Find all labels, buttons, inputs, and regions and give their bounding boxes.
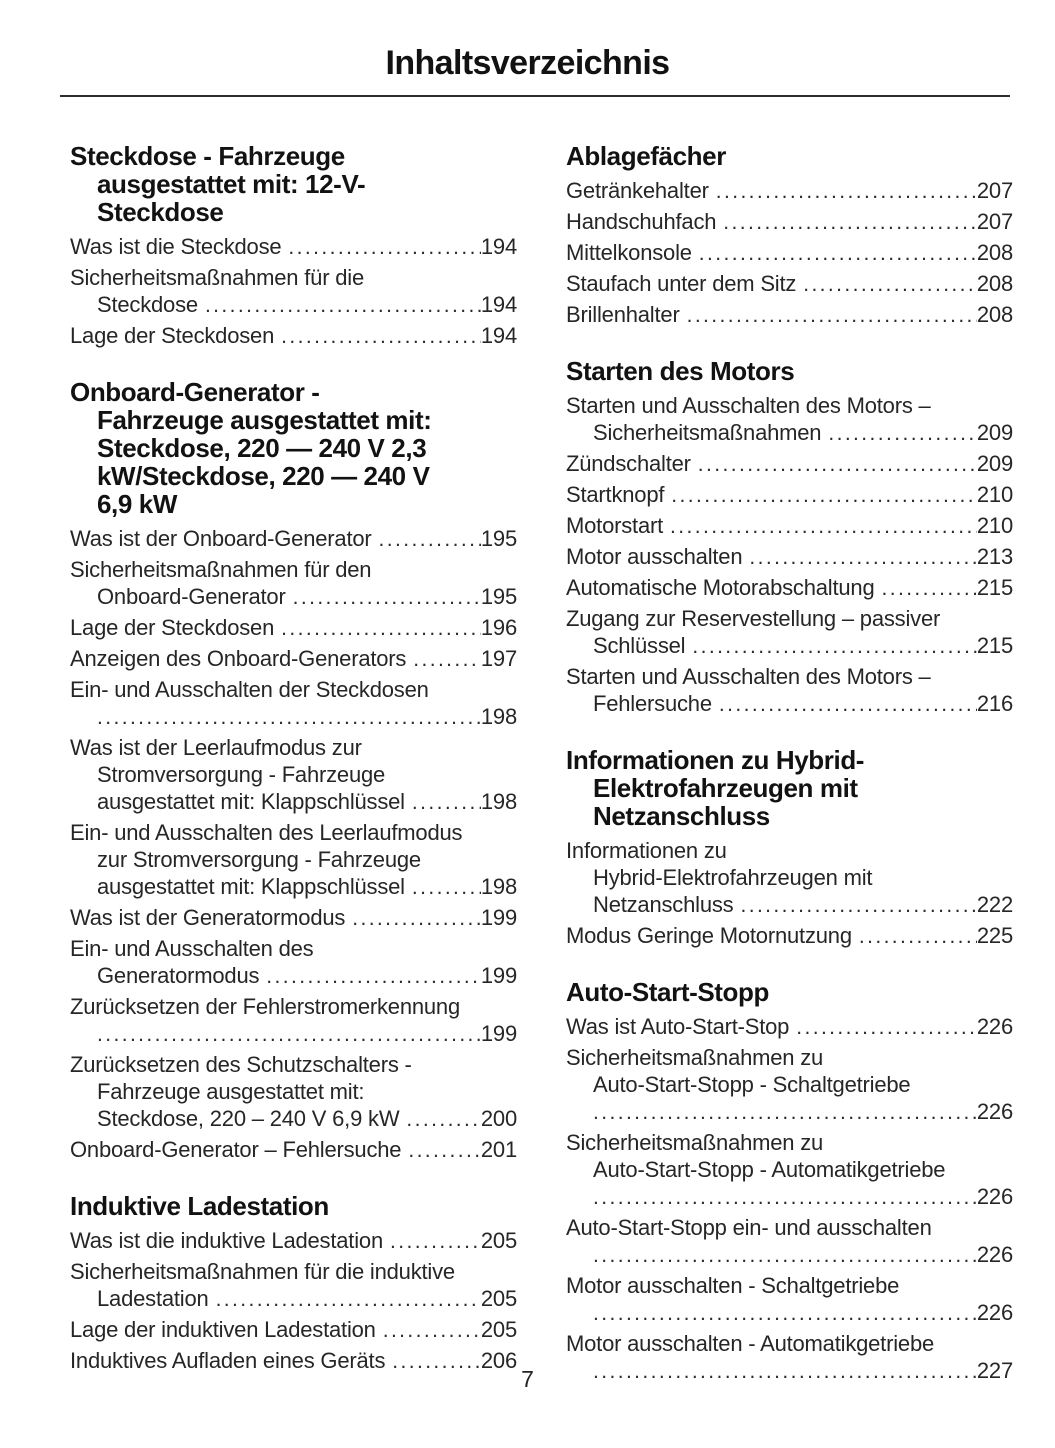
entry-text: Was ist die induktive Ladestation	[70, 1228, 383, 1253]
entry-text: Was ist der Onboard-Generator	[70, 526, 372, 551]
heading-line: Netzanschluss	[593, 801, 770, 831]
dot-leader	[698, 450, 977, 478]
dot-leader	[205, 291, 481, 319]
entry-page-number: 210	[976, 482, 1013, 507]
entry-line	[70, 962, 517, 990]
entry-text: Sicherheitsmaßnahmen	[593, 420, 822, 445]
entry-line: Starten und Ausschalten des Motors –	[566, 393, 931, 418]
entry-line	[70, 873, 517, 901]
entry-page-number: 213	[976, 544, 1013, 569]
entry-page-number: 226	[976, 1300, 1013, 1325]
entry-line	[566, 1183, 1013, 1211]
entry-text: Fehlersuche	[593, 691, 712, 716]
entry-page-number: 226	[976, 1099, 1013, 1124]
entry-text: Mittelkonsole	[566, 240, 692, 265]
toc-entry	[566, 270, 1013, 298]
dot-leader	[593, 1299, 977, 1327]
entry-line	[70, 1136, 517, 1164]
heading-line: Steckdose	[97, 197, 224, 227]
dot-leader	[593, 1098, 977, 1126]
entry-page-number: 222	[976, 892, 1013, 917]
toc-entry	[70, 904, 517, 932]
toc-entry	[70, 525, 517, 553]
heading-line: Ablagefächer	[566, 141, 726, 171]
entry-line: Ein- und Ausschalten des Leerlaufmodus	[70, 820, 463, 845]
heading-line: ausgestattet mit: 12-V-	[97, 169, 366, 199]
heading-line: Induktive Ladestation	[70, 1191, 329, 1221]
entry-text: Lage der induktiven Ladestation	[70, 1317, 376, 1342]
entry-text: Startknopf	[566, 482, 665, 507]
entry-line	[70, 788, 517, 816]
dot-leader	[803, 270, 977, 298]
entry-line: Stromversorgung - Fahrzeuge	[97, 762, 386, 787]
section-heading	[70, 1192, 517, 1220]
entry-text: Steckdose, 220 – 240 V 6,9 kW	[97, 1106, 400, 1131]
dot-leader	[670, 512, 977, 540]
entry-text: Automatische Motorabschaltung	[566, 575, 875, 600]
entry-line	[566, 1241, 1013, 1269]
entry-page-number: 226	[976, 1014, 1013, 1039]
entry-text: Modus Geringe Motornutzung	[566, 923, 852, 948]
toc-entry	[70, 1316, 517, 1344]
dot-leader	[216, 1285, 481, 1313]
toc-entry	[566, 1129, 1013, 1211]
toc-entry	[566, 1272, 1013, 1327]
toc-entry	[566, 922, 1013, 950]
toc-entry	[70, 993, 517, 1048]
dot-leader	[352, 904, 481, 932]
heading-line: Starten des Motors	[566, 356, 795, 386]
dot-leader	[97, 1020, 481, 1048]
entry-text: Was ist die Steckdose	[70, 234, 282, 259]
entry-text: Lage der Steckdosen	[70, 615, 275, 640]
entry-line	[566, 1013, 1013, 1041]
entry-line: Motor ausschalten - Schaltgetriebe	[566, 1273, 900, 1298]
entry-text: Onboard-Generator	[97, 584, 286, 609]
entry-text: Zündschalter	[566, 451, 691, 476]
entry-page-number: 227	[976, 1358, 1013, 1383]
entry-line	[566, 690, 1013, 718]
toc-entry	[70, 556, 517, 611]
entry-line	[70, 525, 517, 553]
section-heading	[566, 746, 1013, 830]
entry-line	[70, 1285, 517, 1313]
entry-page-number: 209	[976, 451, 1013, 476]
entry-line: Starten und Ausschalten des Motors –	[566, 664, 931, 689]
dot-leader	[281, 614, 481, 642]
entry-page-number: 225	[976, 923, 1013, 948]
entry-page-number: 197	[480, 646, 517, 671]
toc-entry	[566, 1044, 1013, 1126]
entry-line	[70, 233, 517, 261]
toc-entry	[566, 1214, 1013, 1269]
toc-entry	[566, 837, 1013, 919]
dot-leader	[97, 703, 481, 731]
dot-leader	[828, 419, 977, 447]
entry-page-number: 215	[976, 633, 1013, 658]
entry-text: Onboard-Generator – Fehlersuche	[70, 1137, 402, 1162]
dot-leader	[413, 645, 481, 673]
entry-page-number: 206	[480, 1348, 517, 1373]
entry-line: Ein- und Ausschalten des	[70, 936, 314, 961]
entry-text: Brillenhalter	[566, 302, 680, 327]
title-divider	[60, 95, 1010, 97]
dot-leader	[412, 788, 481, 816]
entry-text: Motor ausschalten	[566, 544, 743, 569]
entry-text: Anzeigen des Onboard-Generators	[70, 646, 407, 671]
entry-line	[566, 239, 1013, 267]
entry-text: Induktives Aufladen eines Geräts	[70, 1348, 386, 1373]
toc-entry	[70, 935, 517, 990]
heading-line: Steckdose, 220 — 240 V 2,3	[97, 433, 427, 463]
dot-leader	[593, 1183, 977, 1211]
dot-leader	[408, 1136, 481, 1164]
entry-page-number: 216	[976, 691, 1013, 716]
toc-entry	[566, 450, 1013, 478]
entry-line	[566, 574, 1013, 602]
toc-entry	[70, 614, 517, 642]
entry-line: Zurücksetzen der Fehlerstromerkennung	[70, 994, 461, 1019]
dot-leader	[593, 1241, 977, 1269]
toc-section	[70, 378, 517, 1164]
dot-leader	[881, 574, 976, 602]
dot-leader	[412, 873, 481, 901]
toc-entry	[70, 1051, 517, 1133]
entry-line	[70, 583, 517, 611]
entry-line	[70, 703, 517, 731]
entry-text: Generatormodus	[97, 963, 260, 988]
section-heading	[70, 378, 517, 518]
heading-line: kW/Steckdose, 220 — 240 V	[97, 461, 430, 491]
entry-page-number: 208	[976, 240, 1013, 265]
toc-section	[70, 142, 517, 350]
toc-section	[566, 357, 1013, 718]
entry-line	[70, 1316, 517, 1344]
entry-line: Sicherheitsmaßnahmen zu	[566, 1130, 824, 1155]
entry-page-number: 215	[976, 575, 1013, 600]
entry-line: Sicherheitsmaßnahmen für die	[70, 265, 364, 290]
section-heading	[566, 142, 1013, 170]
entry-page-number: 226	[976, 1184, 1013, 1209]
dot-leader	[740, 891, 976, 919]
entry-page-number: 205	[480, 1228, 517, 1253]
toc-entry	[70, 322, 517, 350]
entry-text: ausgestattet mit: Klappschlüssel	[97, 789, 405, 814]
heading-line: Onboard-Generator -	[70, 377, 320, 407]
dot-leader	[716, 177, 977, 205]
entry-page-number: 205	[480, 1286, 517, 1311]
toc-entry	[566, 1013, 1013, 1041]
toc-entry	[70, 233, 517, 261]
dot-leader	[719, 690, 977, 718]
dot-leader	[266, 962, 481, 990]
toc-section	[566, 746, 1013, 950]
toc-column-left	[70, 142, 517, 1413]
entry-line	[566, 301, 1013, 329]
entry-page-number: 194	[480, 292, 517, 317]
entry-text: Was ist der Generatormodus	[70, 905, 346, 930]
entry-text: Schlüssel	[593, 633, 686, 658]
dot-leader	[281, 322, 481, 350]
page-title: Inhaltsverzeichnis	[385, 44, 670, 82]
entry-line	[566, 891, 1013, 919]
entry-line: zur Stromversorgung - Fahrzeuge	[97, 847, 421, 872]
entry-page-number: 194	[480, 234, 517, 259]
dot-leader	[379, 525, 481, 553]
entry-line: Fahrzeuge ausgestattet mit:	[97, 1079, 365, 1104]
toc-entry	[566, 543, 1013, 571]
entry-line: Ein- und Ausschalten der Steckdosen	[70, 677, 429, 702]
entry-line: Auto-Start-Stopp - Schaltgetriebe	[593, 1072, 911, 1097]
entry-page-number: 198	[480, 874, 517, 899]
entry-line	[566, 632, 1013, 660]
entry-page-number: 200	[480, 1106, 517, 1131]
entry-line: Sicherheitsmaßnahmen zu	[566, 1045, 824, 1070]
heading-line: Informationen zu Hybrid-	[566, 745, 865, 775]
entry-text: Lage der Steckdosen	[70, 323, 275, 348]
toc-entry	[70, 819, 517, 901]
entry-line	[566, 481, 1013, 509]
toc-section	[566, 978, 1013, 1385]
toc-entry	[566, 392, 1013, 447]
entry-line	[566, 419, 1013, 447]
dot-leader	[692, 632, 977, 660]
entry-page-number: 195	[480, 584, 517, 609]
entry-line	[566, 512, 1013, 540]
heading-line: Steckdose - Fahrzeuge	[70, 141, 345, 171]
entry-line: Was ist der Leerlaufmodus zur	[70, 735, 362, 760]
entry-page-number: 226	[976, 1242, 1013, 1267]
dot-leader	[723, 208, 977, 236]
entry-line	[70, 645, 517, 673]
entry-page-number: 205	[480, 1317, 517, 1342]
dot-leader	[859, 922, 977, 950]
entry-line	[566, 922, 1013, 950]
toc-entry	[566, 239, 1013, 267]
toc-entry	[70, 1136, 517, 1164]
toc-entry	[566, 512, 1013, 540]
toc-entry	[566, 663, 1013, 718]
entry-line	[70, 904, 517, 932]
entry-line	[566, 208, 1013, 236]
heading-line: Elektrofahrzeugen mit	[593, 773, 858, 803]
dot-leader	[749, 543, 977, 571]
entry-page-number: 199	[480, 963, 517, 988]
entry-text: ausgestattet mit: Klappschlüssel	[97, 874, 405, 899]
toc-section	[70, 1192, 517, 1375]
entry-page-number: 207	[976, 178, 1013, 203]
entry-page-number: 196	[480, 615, 517, 640]
dot-leader	[390, 1227, 481, 1255]
toc-section	[566, 142, 1013, 329]
toc-entry	[70, 645, 517, 673]
toc-entry	[70, 676, 517, 731]
entry-text: Ladestation	[97, 1286, 209, 1311]
entry-line	[70, 291, 517, 319]
entry-page-number: 198	[480, 789, 517, 814]
entry-line: Auto-Start-Stopp ein- und ausschalten	[566, 1215, 932, 1240]
dot-leader	[293, 583, 481, 611]
entry-page-number: 198	[480, 704, 517, 729]
entry-line	[566, 543, 1013, 571]
entry-line: Sicherheitsmaßnahmen für die induktive	[70, 1259, 455, 1284]
entry-line	[566, 177, 1013, 205]
heading-line: Fahrzeuge ausgestattet mit:	[97, 405, 432, 435]
entry-line: Motor ausschalten - Automatikgetriebe	[566, 1331, 935, 1356]
toc-entry	[566, 574, 1013, 602]
section-heading	[70, 142, 517, 226]
heading-line: 6,9 kW	[97, 489, 177, 519]
toc-entry	[70, 734, 517, 816]
dot-leader	[699, 239, 977, 267]
toc-entry	[70, 1227, 517, 1255]
entry-line: Informationen zu	[566, 838, 727, 863]
entry-text: Staufach unter dem Sitz	[566, 271, 797, 296]
dot-leader	[288, 233, 480, 261]
dot-leader	[687, 301, 977, 329]
entry-line: Zugang zur Reservestellung – passiver	[566, 606, 941, 631]
toc-entry	[70, 264, 517, 319]
entry-line: Hybrid-Elektrofahrzeugen mit	[593, 865, 873, 890]
entry-page-number: 195	[480, 526, 517, 551]
entry-text: Netzanschluss	[593, 892, 734, 917]
entry-line: Zurücksetzen des Schutzschalters -	[70, 1052, 412, 1077]
toc-entry	[566, 208, 1013, 236]
entry-line	[566, 1299, 1013, 1327]
toc-entry	[70, 1258, 517, 1313]
entry-line	[566, 1098, 1013, 1126]
entry-page-number: 194	[480, 323, 517, 348]
entry-line: Auto-Start-Stopp - Automatikgetriebe	[593, 1157, 946, 1182]
entry-line: Sicherheitsmaßnahmen für den	[70, 557, 372, 582]
entry-text: Getränkehalter	[566, 178, 709, 203]
dot-leader	[796, 1013, 977, 1041]
page-number: 7	[521, 1366, 534, 1392]
toc-column-right	[566, 142, 1013, 1413]
toc-entry	[566, 481, 1013, 509]
section-heading	[566, 978, 1013, 1006]
entry-line	[70, 1020, 517, 1048]
toc-entry	[566, 301, 1013, 329]
entry-line	[70, 614, 517, 642]
entry-line	[566, 450, 1013, 478]
toc-entry	[566, 177, 1013, 205]
dot-leader	[383, 1316, 481, 1344]
entry-line	[566, 270, 1013, 298]
entry-text: Steckdose	[97, 292, 198, 317]
entry-line	[70, 1105, 517, 1133]
toc-entry	[566, 605, 1013, 660]
dot-leader	[671, 481, 977, 509]
entry-page-number: 199	[480, 905, 517, 930]
section-heading	[566, 357, 1013, 385]
entry-page-number: 208	[976, 302, 1013, 327]
entry-page-number: 208	[976, 271, 1013, 296]
entry-text: Was ist Auto-Start-Stop	[566, 1014, 790, 1039]
dot-leader	[406, 1105, 481, 1133]
entry-page-number: 209	[976, 420, 1013, 445]
entry-line	[70, 1227, 517, 1255]
heading-line: Auto-Start-Stopp	[566, 977, 769, 1007]
entry-page-number: 207	[976, 209, 1013, 234]
entry-text: Handschuhfach	[566, 209, 717, 234]
entry-page-number: 210	[976, 513, 1013, 538]
entry-line	[70, 322, 517, 350]
toc	[70, 142, 1055, 1413]
entry-text: Motorstart	[566, 513, 664, 538]
entry-page-number: 199	[480, 1021, 517, 1046]
entry-page-number: 201	[480, 1137, 517, 1162]
